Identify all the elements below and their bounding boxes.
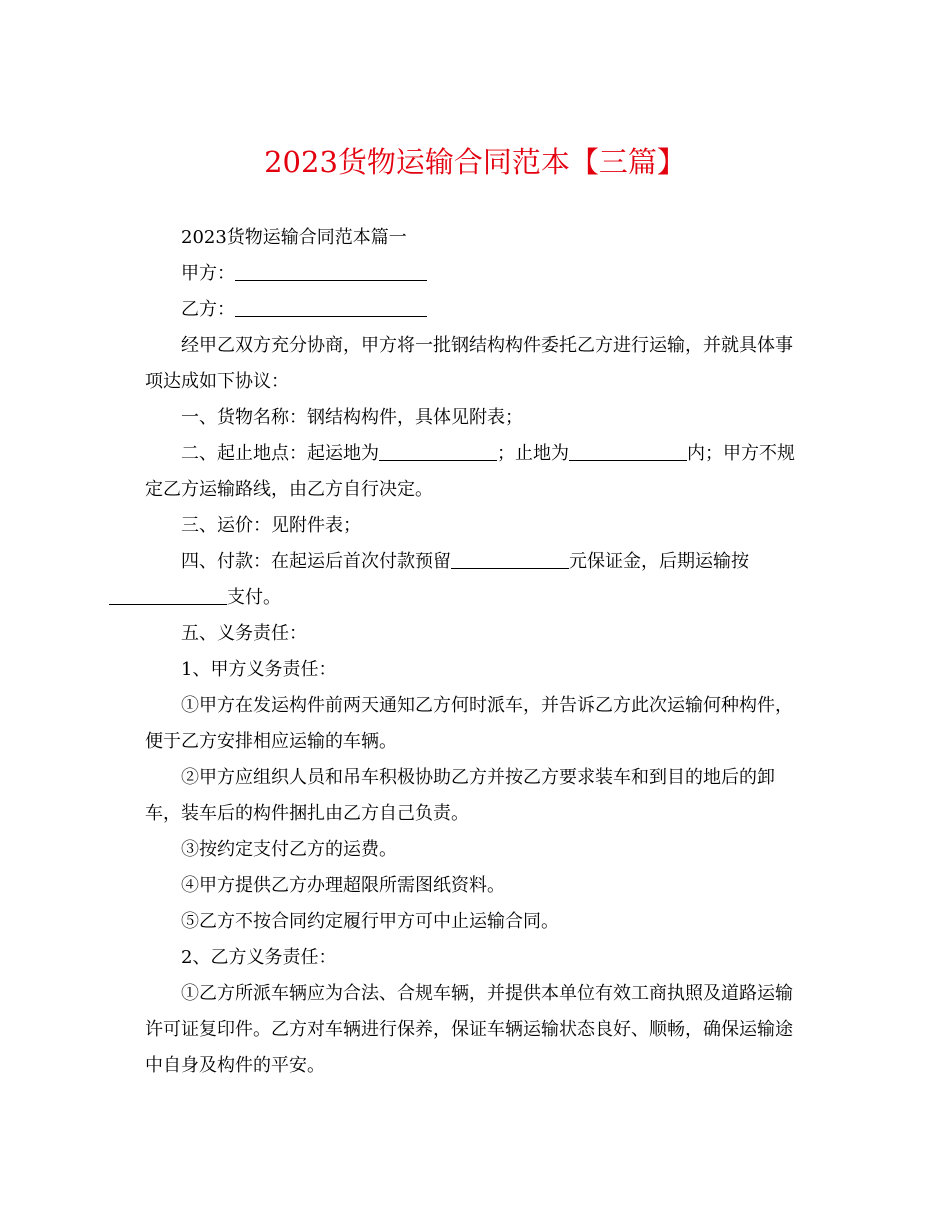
item-payment-text-2: 元保证金，后期运输按 xyxy=(569,551,749,572)
intro-paragraph: 经甲乙双方充分协商，甲方将一批钢结构构件委托乙方进行运输，并就具体事项达成如下协议： xyxy=(145,335,793,392)
item-payment-text-3: 支付。 xyxy=(227,587,281,608)
section-heading: 2023货物运输合同范本篇一 xyxy=(181,227,407,248)
item-locations-text-2: ；止地为 xyxy=(497,443,569,464)
party-a-obligation-5: ⑤乙方不按合同约定履行甲方可中止运输合同。 xyxy=(181,911,559,932)
item-payment xyxy=(145,544,805,616)
item-price: 三、运价：见附件表； xyxy=(181,515,361,536)
payment-method-blank xyxy=(109,586,227,605)
party-a-label: 甲方： xyxy=(181,263,235,284)
document-title: 2023货物运输合同范本【三篇】 xyxy=(264,145,686,179)
party-b-blank xyxy=(235,298,427,317)
item-goods-name: 一、货物名称：钢结构构件，具体见附表； xyxy=(181,407,523,428)
party-b-label: 乙方： xyxy=(181,299,235,320)
party-a-line xyxy=(145,256,805,292)
item-locations xyxy=(145,436,805,508)
item-payment-text-1: 四、付款：在起运后首次付款预留 xyxy=(181,551,451,572)
party-a-obligation-3: ③按约定支付乙方的运费。 xyxy=(181,839,397,860)
party-a-blank xyxy=(235,262,427,281)
document-body xyxy=(145,220,805,1084)
party-b-line xyxy=(145,292,805,328)
item-locations-text-1: 二、起止地点：起运地为 xyxy=(181,443,379,464)
item-locations-text-3: 内；甲方不规定乙方运输路线，由乙方自行决定。 xyxy=(145,443,795,500)
item-obligations: 五、义务责任： xyxy=(181,623,307,644)
party-a-obligation-4: ④甲方提供乙方办理超限所需图纸资料。 xyxy=(181,875,505,896)
deposit-blank xyxy=(451,550,569,569)
party-b-obligations-heading: 2、乙方义务责任： xyxy=(181,947,337,968)
destination-blank xyxy=(569,442,687,461)
party-b-obligation-1: ①乙方所派车辆应为合法、合规车辆，并提供本单位有效工商执照及道路运输许可证复印件。乙方对车辆进行保养，保证车辆运输状态良好、顺畅，确保运输途中自身及构件的平安。 xyxy=(145,983,793,1076)
party-a-obligation-1: ①甲方在发运构件前两天通知乙方何时派车，并告诉乙方此次运输何种构件，便于乙方安排相应运输的车辆。 xyxy=(145,695,793,752)
party-a-obligation-2: ②甲方应组织人员和吊车积极协助乙方并按乙方要求装车和到目的地后的卸车，装车后的构件捆扎由乙方自己负责。 xyxy=(145,767,775,824)
origin-blank xyxy=(379,442,497,461)
party-a-obligations-heading: 1、甲方义务责任： xyxy=(181,659,337,680)
